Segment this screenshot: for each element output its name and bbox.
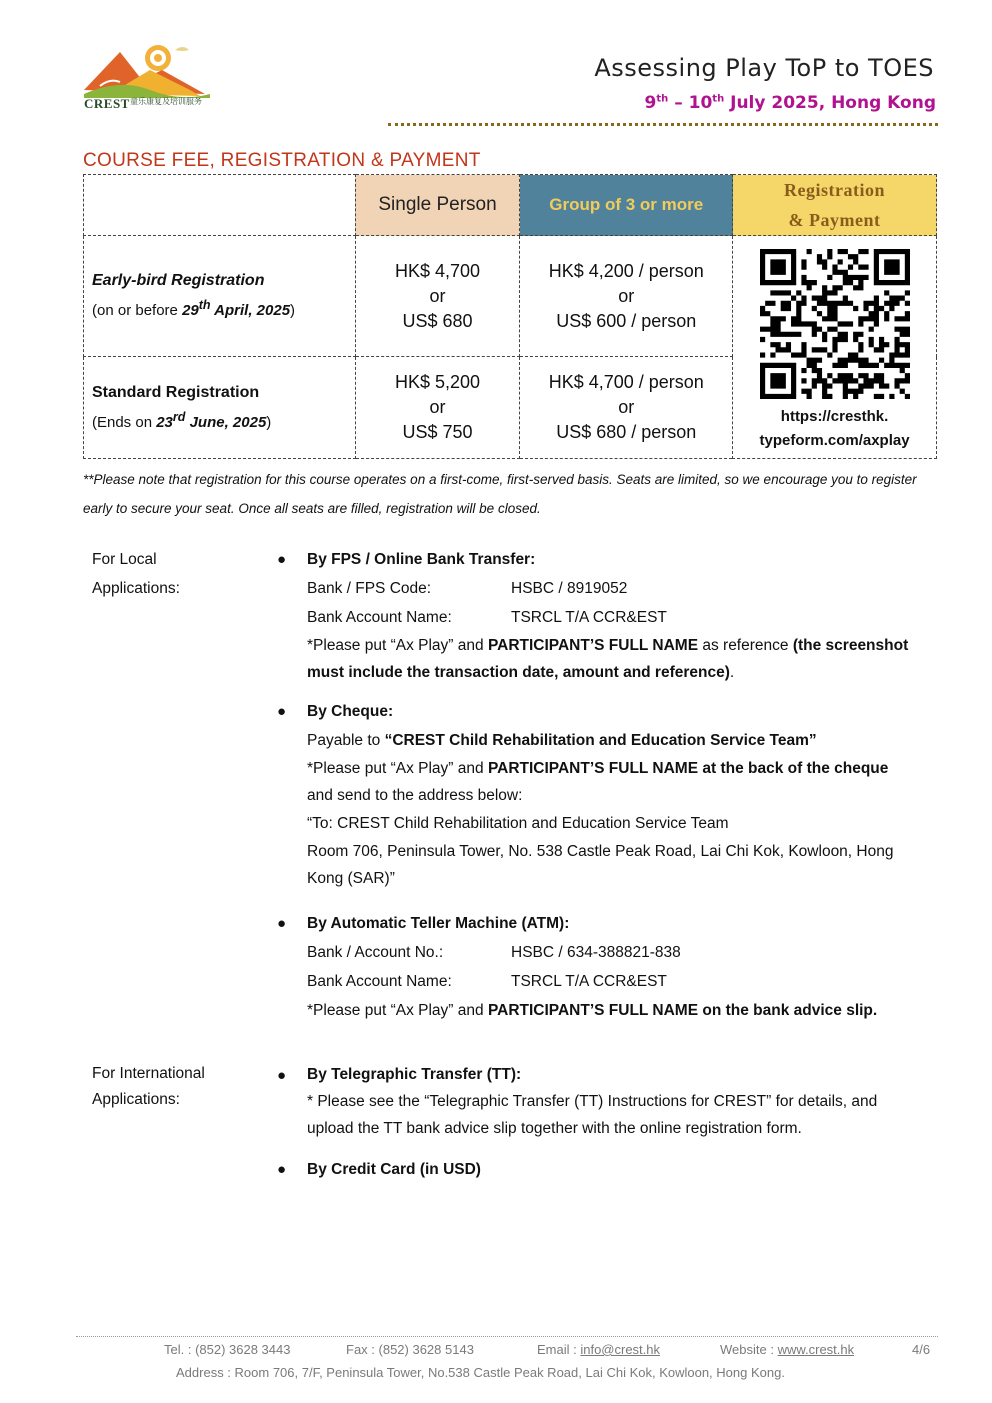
document-title: Assessing Play ToP to TOES xyxy=(594,54,934,82)
footer-divider xyxy=(76,1336,938,1337)
bullet-icon: ● xyxy=(277,1067,287,1084)
footer-tel: Tel. : (852) 3628 3443 xyxy=(164,1342,291,1357)
section-title: COURSE FEE, REGISTRATION & PAYMENT xyxy=(83,150,481,171)
qr-code-icon[interactable] xyxy=(760,249,910,399)
table-row-earlybird xyxy=(84,236,937,357)
bullet-icon: ● xyxy=(277,915,287,932)
footer-website: Website : www.crest.hk xyxy=(720,1342,855,1357)
fee-table xyxy=(83,174,937,459)
email-link[interactable]: info@crest.hk xyxy=(580,1342,661,1357)
page-number: 4/6 xyxy=(912,1342,931,1357)
col-header-registration: Registration & Payment xyxy=(733,175,937,236)
method-cheque: By Cheque: Payable to “CREST Child Rehabilitation and Education Service Team” *Please put “Ax Play” and PARTICIPANT’S FULL NAME at the back of the cheque and send to the address below: “To: CREST Child Rehabilitation and Education Service Team Room 706, Peninsula Tower, No. 538 Castle Peak Road, Lai Chi Kok, Kowloon, Hong Kong (SAR)” xyxy=(307,703,894,887)
col-header-group: Group of 3 or more xyxy=(520,175,733,236)
method-atm: By Automatic Teller Machine (ATM): Bank / Account No.: HSBC / 634-388821-838 Bank Account Name: TSRCL T/A CCR&EST *Please put “Ax Play” and PARTICIPANT’S FULL NAME on the bank advice slip. xyxy=(307,915,878,1019)
event-date: 9th – 10th July 2025, Hong Kong xyxy=(644,93,936,113)
row-label: Early-bird Registration (on or before 29th April, 2025) xyxy=(84,236,356,357)
bullet-icon: ● xyxy=(277,551,287,568)
footer-address: Address : Room 706, 7/F, Peninsula Tower, No.538 Castle Peak Road, Lai Chi Kok, Kowloon, Hong Kong. xyxy=(176,1365,785,1380)
method-tt: By Telegraphic Transfer (TT): * Please see the “Telegraphic Transfer (TT) Instructions for CREST” for details, and upload the TT bank advice slip together with the online registration form. xyxy=(307,1066,878,1137)
registration-link[interactable]: https://cresthk. typeform.com/axplay xyxy=(759,408,910,449)
footer-email: Email : info@crest.hk xyxy=(537,1342,661,1357)
website-link[interactable]: www.crest.hk xyxy=(777,1342,855,1357)
bullet-icon: ● xyxy=(277,1161,287,1178)
col-header-single: Single Person xyxy=(355,175,520,236)
price-group: HK$ 4,700 / person or US$ 680 / person xyxy=(520,357,733,459)
bullet-icon: ● xyxy=(277,703,287,720)
footer-fax: Fax : (852) 3628 5143 xyxy=(346,1342,474,1357)
local-label: For Local Applications: xyxy=(92,551,180,597)
method-fps: By FPS / Online Bank Transfer: Bank / FPS Code: HSBC / 8919052 Bank Account Name: TSRCL T/A CCR&EST *Please put “Ax Play” and PARTICIPANT’S FULL NAME as reference (the screenshot must include the transaction date, amount and reference). xyxy=(307,551,909,681)
registration-note: **Please note that registration for this course operates on a first-come, first-served basis. Seats are limited, so we encourage you to register early to secure your seat. Once all seats are filled, registration will be closed. xyxy=(83,472,917,516)
logo-subtext: 童乐康复及培训服务 xyxy=(130,97,202,106)
price-single: HK$ 4,700 or US$ 680 xyxy=(355,236,520,357)
price-single: HK$ 5,200 or US$ 750 xyxy=(355,357,520,459)
logo-text: CREST xyxy=(84,96,130,111)
table-header-row xyxy=(84,175,937,236)
method-credit-card: By Credit Card (in USD) xyxy=(307,1161,481,1178)
row-label: Standard Registration (Ends on 23rd June, 2025) xyxy=(84,357,356,459)
header-empty-cell xyxy=(84,175,356,236)
international-label: For International Applications: xyxy=(92,1065,205,1108)
registration-cell xyxy=(733,236,937,459)
header-divider xyxy=(388,123,938,126)
price-group: HK$ 4,200 / person or US$ 600 / person xyxy=(520,236,733,357)
